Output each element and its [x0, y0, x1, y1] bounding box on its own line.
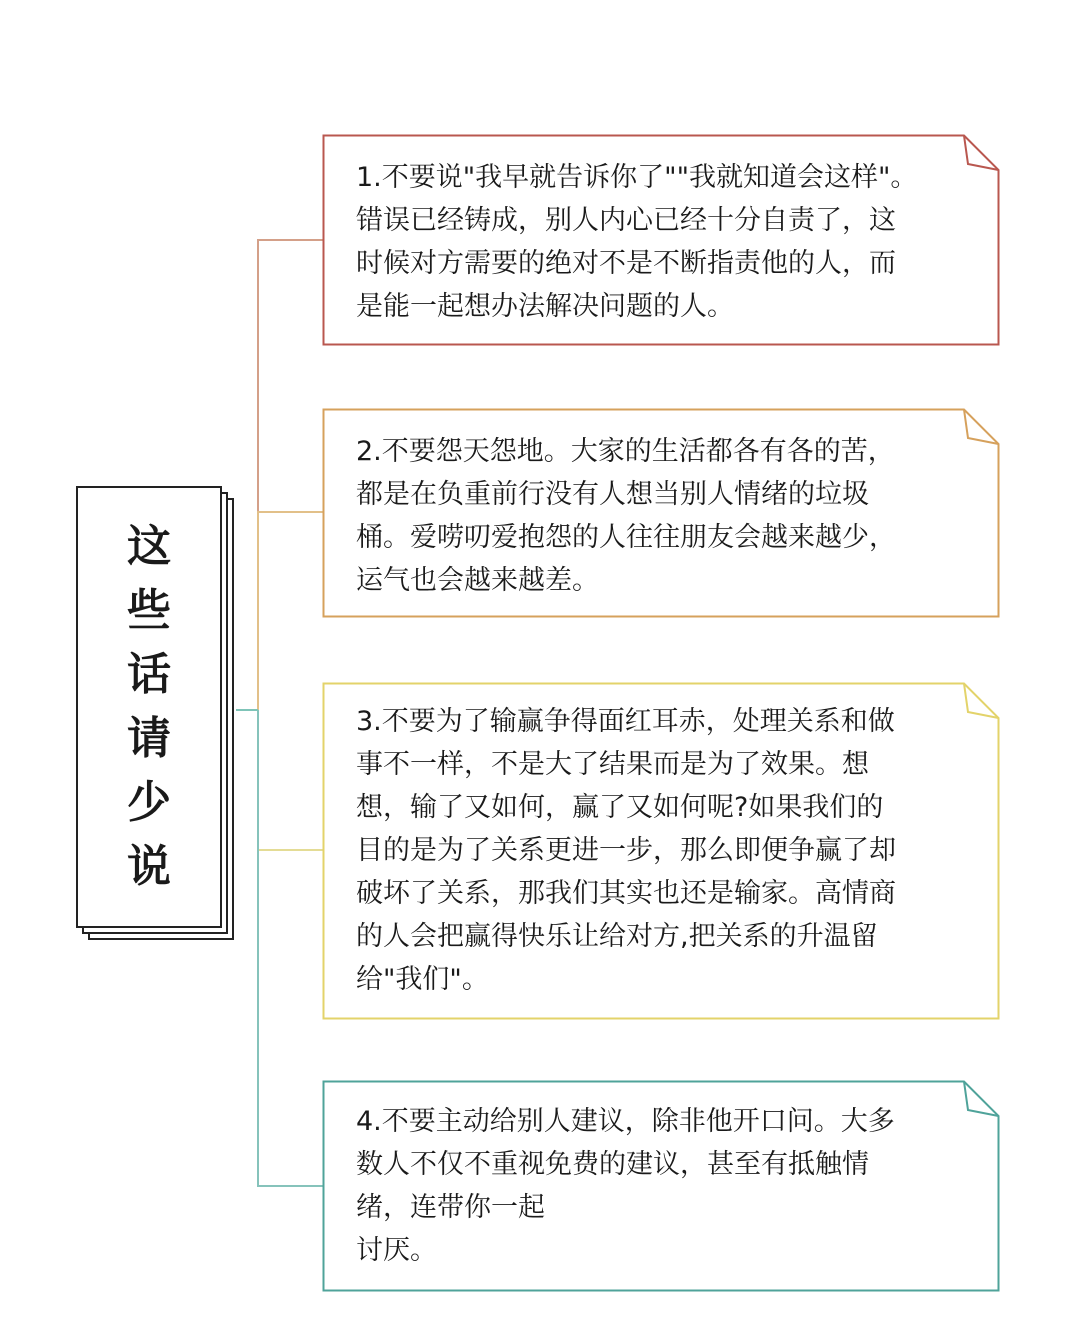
- tip-text-2: 2.不要怨天怨地。大家的生活都各有各的苦， 都是在负重前行没有人想当别人情绪的垃圾 桶。爱唠叨爱抱怨的人往往朋友会越来越少， 运气也会越来越差。: [356, 436, 896, 596]
- title-char: 请: [127, 713, 171, 764]
- title-char: 少: [127, 777, 171, 828]
- title-card: [76, 486, 242, 946]
- tip-box-3: [322, 682, 1000, 1020]
- connector-tip-3: [258, 710, 324, 850]
- connector-tip-4: [258, 710, 324, 1186]
- tip-box-2: [322, 408, 1000, 618]
- title-char: 话: [127, 649, 171, 700]
- title-card-front: [76, 486, 222, 928]
- tip-text-4: 4.不要主动给别人建议，除非他开口问。大多 数人不仅不重视免费的建议，甚至有抵触情 绪，连带你一起 讨厌。: [356, 1106, 895, 1266]
- title-char: 这: [127, 521, 171, 572]
- title-char: 说: [127, 841, 171, 892]
- connector-tip-2: [258, 512, 324, 710]
- tip-box-1: [322, 134, 1000, 346]
- title-char: 些: [127, 585, 171, 636]
- tip-text-3: 3.不要为了输赢争得面红耳赤，处理关系和做 事不一样，不是大了结果而是为了效果。想 想，输了又如何，赢了又如何呢?如果我们的 目的是为了关系更进一步，那么即便争赢了却 破坏了关系，那我们其实也还是输家。高情商 的人会把赢得快乐让给对方,把关系的升温留 给"我们"。: [356, 706, 896, 995]
- connector-tip-1: [258, 240, 324, 710]
- tip-text-1: 1.不要说"我早就告诉你了""我就知道会这样"。 错误已经铸成，别人内心已经十分自责了，这 时候对方需要的绝对不是不断指责他的人，而 是能一起想办法解决问题的人。: [356, 162, 918, 322]
- tip-box-4: [322, 1080, 1000, 1292]
